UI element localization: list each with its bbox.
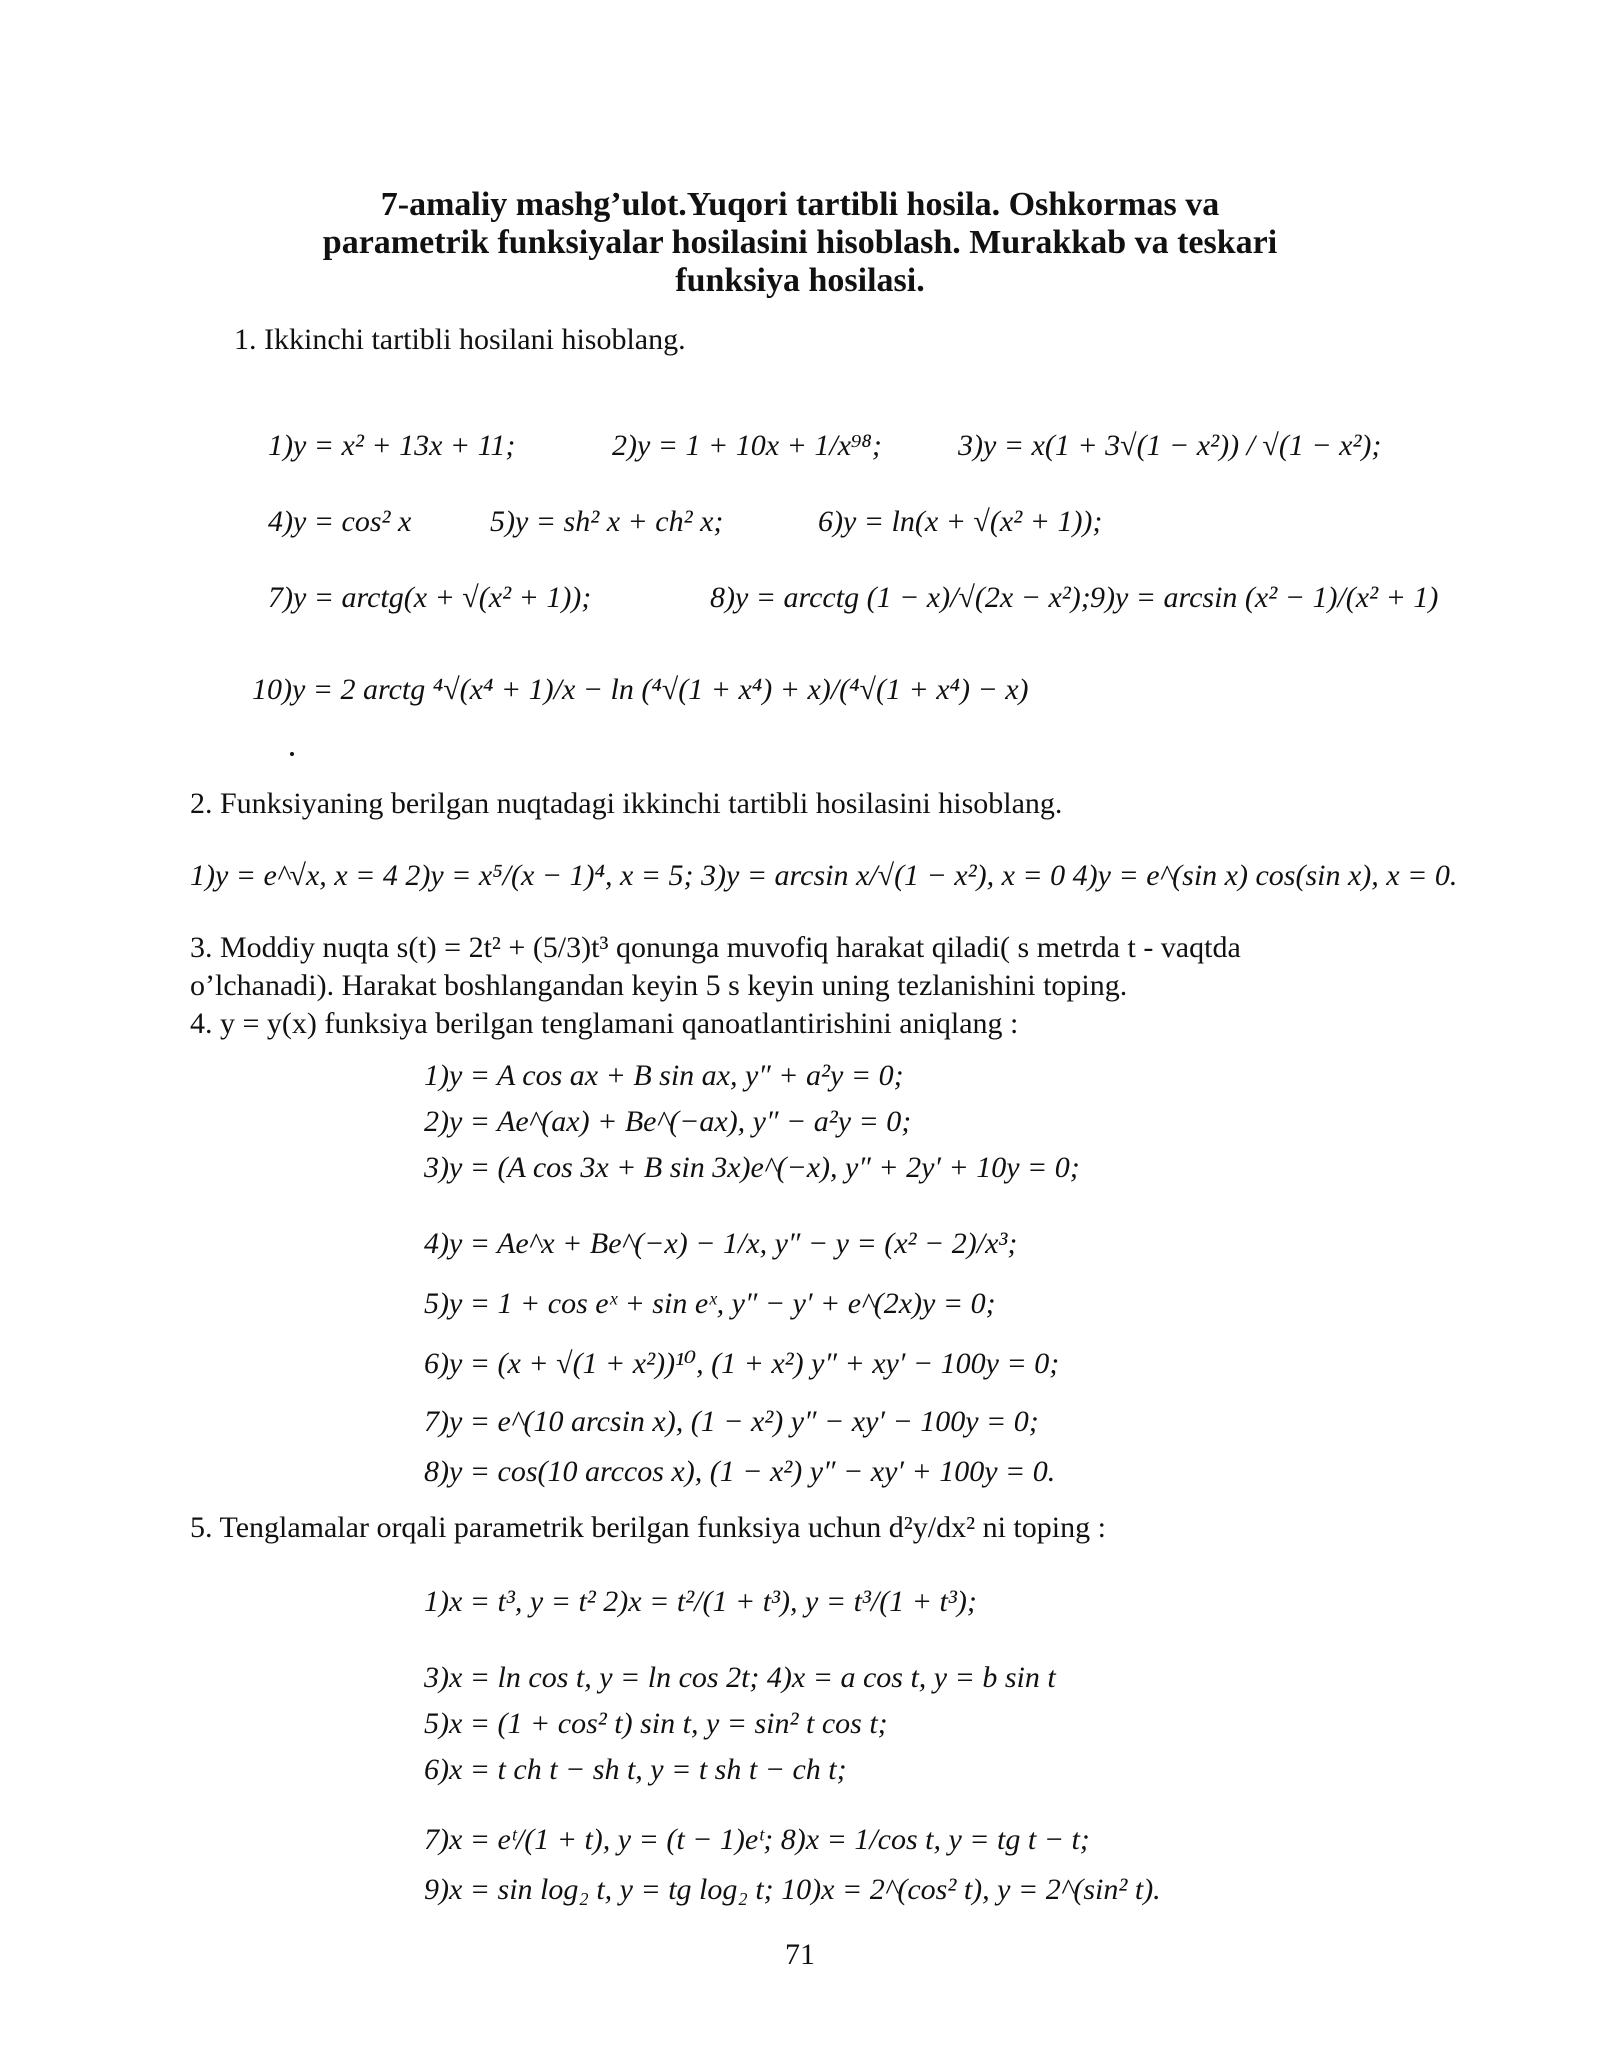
s1-item-9: 9)y = arcsin (x² − 1)/(x² + 1) xyxy=(1090,581,1439,614)
s4-item-1: 1)y = A cos ax + B sin ax, y″ + a²y = 0; xyxy=(424,1059,904,1092)
s5-item-9-10: 9)x = sin log₂ t, y = tg log₂ t; 10)x = 2^(cos² t), y = 2^(sin² t). xyxy=(424,1873,1161,1906)
stray-dot xyxy=(290,752,294,756)
s4-item-3: 3)y = (A cos 3x + B sin 3x)e^(−x), y″ + 2y′ + 10y = 0; xyxy=(424,1151,1080,1184)
section-3-line-2: o’lchanadi). Harakat boshlangandan keyin 5 s keyin uning tezlanishini toping. xyxy=(190,969,1128,1002)
s1-item-8: 8)y = arcctg (1 − x)/√(2x − x²); xyxy=(710,581,1091,614)
section-2-heading: 2. Funksiyaning berilgan nuqtadagi ikkinchi tartibli hosilasini hisoblang. xyxy=(190,787,1063,820)
s1-item-6: 6)y = ln(x + √(x² + 1)); xyxy=(818,505,1103,538)
s4-item-6: 6)y = (x + √(1 + x²))¹⁰, (1 + x²) y″ + xy′ − 100y = 0; xyxy=(424,1347,1060,1380)
s1-item-2: 2)y = 1 + 10x + 1/x⁹⁸; xyxy=(612,429,882,462)
s4-item-2: 2)y = Ae^(ax) + Be^(−ax), y″ − a²y = 0; xyxy=(424,1105,912,1138)
s1-item-7: 7)y = arctg(x + √(x² + 1)); xyxy=(268,581,592,614)
s4-item-4: 4)y = Ae^x + Be^(−x) − 1/x, y″ − y = (x² − 2)/x³; xyxy=(424,1227,1018,1260)
s1-item-3: 3)y = x(1 + 3√(1 − x²)) / √(1 − x²); xyxy=(958,429,1382,462)
title-line-3: funksiya hosilasi. xyxy=(675,262,925,299)
section-5-heading: 5. Tenglamalar orqali parametrik berilgan funksiya uchun d²y/dx² ni toping : xyxy=(190,1511,1106,1544)
s5-item-6: 6)x = t ch t − sh t, y = t sh t − ch t; xyxy=(424,1753,847,1786)
s1-item-10: 10)y = 2 arctg ⁴√(x⁴ + 1)/x − ln (⁴√(1 + x⁴) + x)/(⁴√(1 + x⁴) − x) xyxy=(252,673,1029,706)
s4-item-8: 8)y = cos(10 arccos x), (1 − x²) y″ − xy′ + 100y = 0. xyxy=(424,1455,1056,1488)
s1-item-5: 5)y = sh² x + ch² x; xyxy=(490,505,724,538)
s4-item-5: 5)y = 1 + cos eˣ + sin eˣ, y″ − y′ + e^(2x)y = 0; xyxy=(424,1287,996,1320)
s5-item-1-2: 1)x = t³, y = t² 2)x = t²/(1 + t³), y = t³/(1 + t³); xyxy=(424,1585,977,1618)
title-line-1: 7-amaliy mashg’ulot.Yuqori tartibli hosila. Oshkormas va xyxy=(380,186,1220,223)
s1-item-1: 1)y = x² + 13x + 11; xyxy=(268,429,516,462)
s1-item-4: 4)y = cos² x xyxy=(268,505,412,538)
s5-item-7-8: 7)x = eᵗ/(1 + t), y = (t − 1)eᵗ; 8)x = 1/cos t, y = tg t − t; xyxy=(424,1823,1090,1856)
s5-item-3-4: 3)x = ln cos t, y = ln cos 2t; 4)x = a cos t, y = b sin t xyxy=(424,1661,1056,1694)
s2-items: 1)y = e^√x, x = 4 2)y = x⁵/(x − 1)⁴, x = 5; 3)y = arcsin x/√(1 − x²), x = 0 4)y = e^(sin x) cos(sin x), x = 0. xyxy=(190,859,1458,892)
s4-item-7: 7)y = e^(10 arcsin x), (1 − x²) y″ − xy′ − 100y = 0; xyxy=(424,1405,1039,1438)
section-1-heading: 1. Ikkinchi tartibli hosilani hisoblang. xyxy=(234,323,686,356)
section-4-heading: 4. y = y(x) funksiya berilgan tenglamani qanoatlantirishini aniqlang : xyxy=(190,1007,1019,1040)
title-line-2: parametrik funksiyalar hosilasini hisoblash. Murakkab va teskari xyxy=(322,224,1278,261)
section-3-line-1: 3. Moddiy nuqta s(t) = 2t² + (5/3)t³ qonunga muvofiq harakat qiladi( s metrda t - vaqtda xyxy=(190,931,1241,964)
s5-item-5: 5)x = (1 + cos² t) sin t, y = sin² t cos t; xyxy=(424,1707,888,1740)
page-number: 71 xyxy=(785,1938,815,1971)
page-title xyxy=(150,186,1450,300)
